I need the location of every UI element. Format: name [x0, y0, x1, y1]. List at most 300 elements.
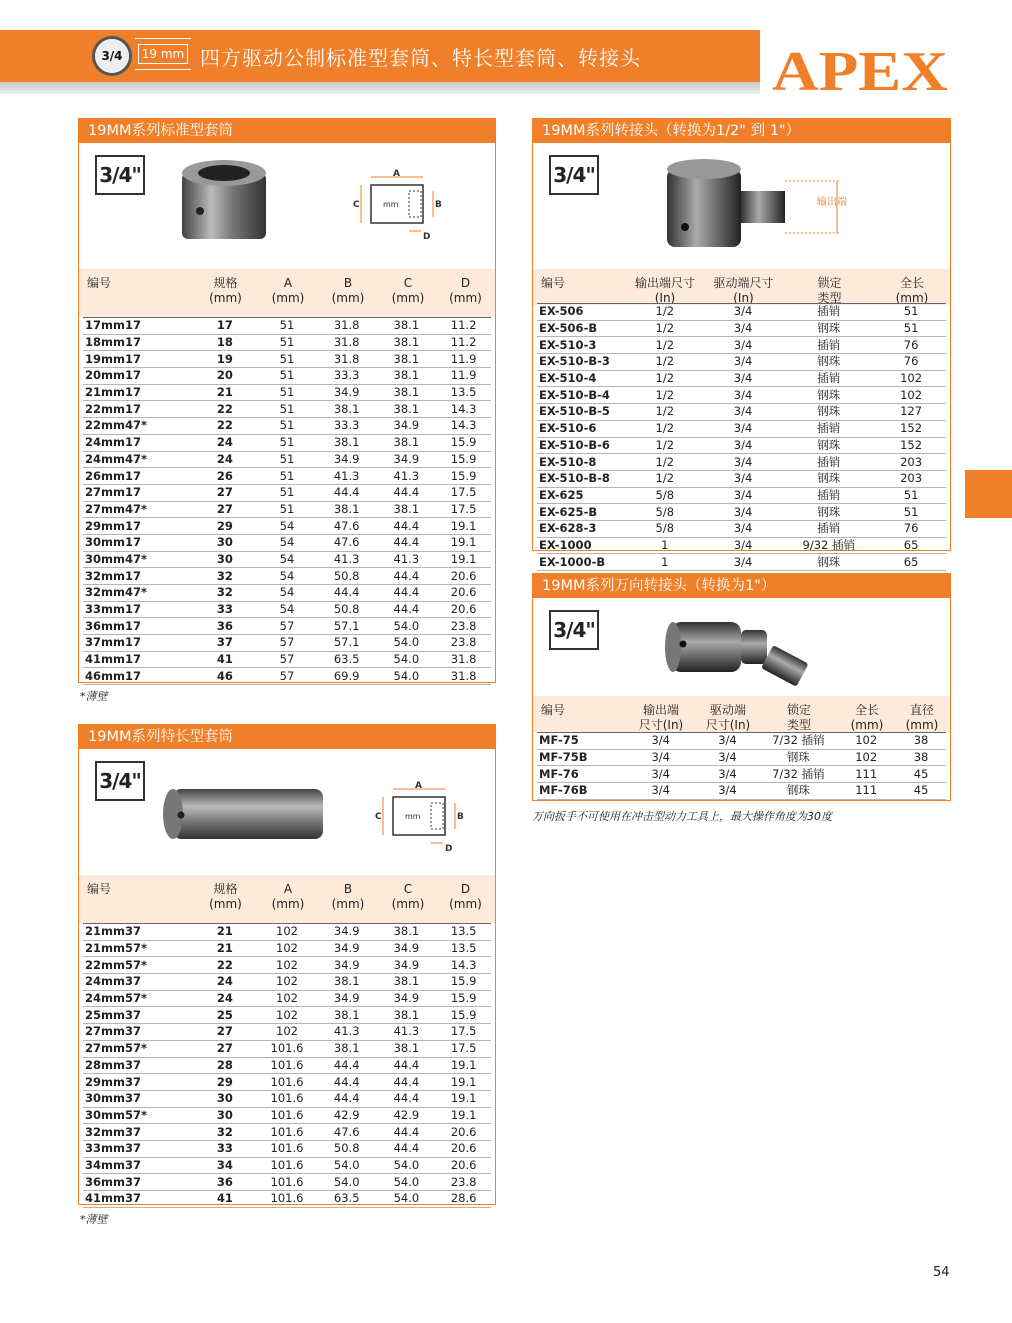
- value-cell: 101.6: [257, 1157, 317, 1174]
- part-number-cell: 24mm47*: [83, 451, 193, 468]
- value-cell: 34.9: [377, 957, 437, 974]
- value-cell: 54: [257, 568, 317, 585]
- value-cell: 51: [257, 451, 317, 468]
- value-cell: 102: [836, 733, 896, 750]
- part-number-cell: 17mm17: [83, 318, 193, 335]
- column-header: D (mm): [449, 882, 482, 911]
- value-cell: 102: [257, 974, 317, 991]
- value-cell: 插销: [781, 520, 876, 537]
- value-cell: 钢珠: [760, 783, 836, 800]
- value-cell: 38.1: [377, 351, 437, 368]
- value-cell: 24: [193, 990, 258, 1007]
- value-cell: 63.5: [317, 1191, 377, 1208]
- part-number-cell: EX-510-B-6: [537, 437, 625, 454]
- column-header: C (mm): [391, 882, 425, 911]
- column-header: C (mm): [391, 276, 425, 305]
- value-cell: 54.0: [317, 1174, 377, 1191]
- value-cell: 31.8: [317, 334, 377, 351]
- value-cell: 19.1: [436, 518, 491, 535]
- dimension-diagram: [349, 169, 449, 241]
- column-header: 编号: [541, 703, 566, 717]
- thin-wall-note: *薄壁: [80, 1213, 108, 1226]
- value-cell: 38.1: [317, 501, 377, 518]
- value-cell: 15.9: [436, 990, 491, 1007]
- value-cell: 44.4: [317, 1090, 377, 1107]
- value-cell: 47.6: [317, 1124, 377, 1141]
- svg-text:A: A: [415, 781, 422, 791]
- table-row: [83, 401, 491, 418]
- value-cell: 插销: [781, 420, 876, 437]
- value-cell: 57: [257, 635, 317, 652]
- dimension-diagram: [371, 781, 471, 853]
- value-cell: 38.1: [377, 334, 437, 351]
- value-cell: 33: [193, 601, 258, 618]
- value-cell: 101.6: [257, 1057, 317, 1074]
- value-cell: 17.5: [436, 1040, 491, 1057]
- part-number-cell: EX-510-B-4: [537, 387, 625, 404]
- part-number-cell: 34mm37: [83, 1157, 193, 1174]
- value-cell: 41.3: [317, 551, 377, 568]
- standard-socket-table: [83, 317, 491, 685]
- value-cell: 23.8: [436, 618, 491, 635]
- table-row: [83, 990, 491, 1007]
- table-row: [537, 783, 946, 800]
- table-row: [83, 368, 491, 385]
- part-number-cell: EX-1000: [537, 537, 625, 554]
- value-cell: 3/4: [705, 354, 782, 371]
- table-row: [83, 1007, 491, 1024]
- part-number-cell: 20mm17: [83, 368, 193, 385]
- value-cell: 54.0: [377, 1174, 437, 1191]
- value-cell: 41.3: [377, 1024, 437, 1041]
- value-cell: 20.6: [436, 1157, 491, 1174]
- extra-long-socket-table: [83, 923, 491, 1208]
- value-cell: 28.6: [436, 1191, 491, 1208]
- column-header: 全长 (mm): [895, 276, 929, 305]
- value-cell: 22: [193, 401, 258, 418]
- value-cell: 51: [876, 487, 946, 504]
- value-cell: 30: [193, 1107, 258, 1124]
- value-cell: 3/4: [627, 783, 695, 800]
- value-cell: 3/4: [705, 520, 782, 537]
- value-cell: 38: [896, 749, 946, 766]
- value-cell: 13.5: [436, 940, 491, 957]
- column-header: 驱动端尺寸 (In): [713, 276, 774, 305]
- svg-text:mm: mm: [383, 200, 399, 209]
- value-cell: 17.5: [436, 501, 491, 518]
- value-cell: 1/2: [625, 370, 705, 387]
- part-number-cell: 27mm57*: [83, 1040, 193, 1057]
- value-cell: 38.1: [377, 434, 437, 451]
- output-end-label: 输出端: [817, 197, 847, 208]
- drive-badge: 3/4": [549, 610, 599, 650]
- value-cell: 34.9: [377, 940, 437, 957]
- table-row: [83, 484, 491, 501]
- value-cell: 3/4: [705, 470, 782, 487]
- value-cell: 51: [257, 501, 317, 518]
- value-cell: 54.0: [377, 651, 437, 668]
- value-cell: 51: [876, 320, 946, 337]
- part-number-cell: 32mm17: [83, 568, 193, 585]
- value-cell: 36: [193, 1174, 258, 1191]
- socket-image: [174, 153, 274, 245]
- table-row: [83, 1191, 491, 1208]
- value-cell: 38: [896, 733, 946, 750]
- value-cell: 32: [193, 1124, 258, 1141]
- value-cell: 21: [193, 924, 258, 941]
- panel-title: 19MM系列万向转接头（转换为1"）: [533, 574, 950, 598]
- value-cell: 51: [257, 401, 317, 418]
- table-header: [533, 269, 950, 305]
- table-header: [533, 696, 950, 732]
- table-row: [83, 351, 491, 368]
- universal-warning-note: 万向扳手不可使用在冲击型动力工具上，最大操作角度为30度: [532, 810, 832, 823]
- section-tab: [965, 470, 1012, 518]
- value-cell: 33.3: [317, 418, 377, 435]
- value-cell: 203: [876, 454, 946, 471]
- table-row: [537, 387, 946, 404]
- value-cell: 15.9: [436, 468, 491, 485]
- value-cell: 54: [257, 534, 317, 551]
- table-row: [83, 940, 491, 957]
- part-number-cell: 37mm17: [83, 635, 193, 652]
- value-cell: 钢珠: [781, 387, 876, 404]
- column-header: 锁定 类型: [786, 703, 811, 732]
- value-cell: 27: [193, 1040, 258, 1057]
- value-cell: 15.9: [436, 974, 491, 991]
- value-cell: 18: [193, 334, 258, 351]
- value-cell: 15.9: [436, 1007, 491, 1024]
- part-number-cell: EX-510-6: [537, 420, 625, 437]
- value-cell: 38.1: [377, 401, 437, 418]
- value-cell: 152: [876, 437, 946, 454]
- column-header: 全长 (mm): [850, 703, 884, 732]
- value-cell: 101.6: [257, 1174, 317, 1191]
- column-header: B (mm): [331, 276, 365, 305]
- value-cell: 13.5: [436, 384, 491, 401]
- value-cell: 1/2: [625, 420, 705, 437]
- value-cell: 32: [193, 585, 258, 602]
- value-cell: 38.1: [377, 924, 437, 941]
- value-cell: 76: [876, 337, 946, 354]
- value-cell: 101.6: [257, 1191, 317, 1208]
- value-cell: 127: [876, 404, 946, 421]
- value-cell: 1/2: [625, 387, 705, 404]
- part-number-cell: 24mm17: [83, 434, 193, 451]
- value-cell: 38.1: [317, 434, 377, 451]
- value-cell: 1: [625, 554, 705, 571]
- table-row: [83, 1074, 491, 1091]
- value-cell: 101.6: [257, 1107, 317, 1124]
- part-number-cell: EX-510-B-3: [537, 354, 625, 371]
- value-cell: 3/4: [695, 766, 761, 783]
- value-cell: 51: [257, 384, 317, 401]
- value-cell: 15.9: [436, 451, 491, 468]
- value-cell: 29: [193, 518, 258, 535]
- value-cell: 101.6: [257, 1090, 317, 1107]
- value-cell: 3/4: [705, 320, 782, 337]
- value-cell: 1/2: [625, 404, 705, 421]
- panel-title: 19MM系列标准型套筒: [79, 119, 495, 143]
- value-cell: 54.0: [377, 618, 437, 635]
- table-row: [537, 504, 946, 521]
- value-cell: 11.9: [436, 368, 491, 385]
- value-cell: 钢珠: [760, 749, 836, 766]
- value-cell: 152: [876, 420, 946, 437]
- value-cell: 19.1: [436, 1074, 491, 1091]
- table-row: [83, 1057, 491, 1074]
- part-number-cell: 27mm37: [83, 1024, 193, 1041]
- value-cell: 38.1: [377, 1040, 437, 1057]
- value-cell: 44.4: [377, 1090, 437, 1107]
- part-number-cell: EX-625: [537, 487, 625, 504]
- value-cell: 7/32 插销: [760, 766, 836, 783]
- banner-shadow: [0, 82, 760, 94]
- value-cell: 插销: [781, 487, 876, 504]
- part-number-cell: EX-510-B-5: [537, 404, 625, 421]
- part-number-cell: EX-1000-B: [537, 554, 625, 571]
- value-cell: 34.9: [377, 990, 437, 1007]
- value-cell: 14.3: [436, 418, 491, 435]
- table-row: [83, 1174, 491, 1191]
- value-cell: 50.8: [317, 1140, 377, 1157]
- table-row: [537, 520, 946, 537]
- value-cell: 44.4: [377, 1057, 437, 1074]
- value-cell: 45: [896, 783, 946, 800]
- column-header: 锁定 类型: [817, 276, 842, 305]
- value-cell: 23.8: [436, 635, 491, 652]
- column-header: B (mm): [331, 882, 365, 911]
- value-cell: 3/4: [705, 404, 782, 421]
- part-number-cell: 28mm37: [83, 1057, 193, 1074]
- table-row: [83, 501, 491, 518]
- value-cell: 44.4: [377, 601, 437, 618]
- table-row: [83, 1140, 491, 1157]
- table-row: [537, 320, 946, 337]
- part-number-cell: 21mm57*: [83, 940, 193, 957]
- svg-text:A: A: [393, 169, 400, 179]
- value-cell: 3/4: [627, 749, 695, 766]
- value-cell: 37: [193, 635, 258, 652]
- part-number-cell: 33mm37: [83, 1140, 193, 1157]
- universal-joint-panel: [532, 573, 951, 801]
- value-cell: 3/4: [705, 387, 782, 404]
- value-cell: 101.6: [257, 1040, 317, 1057]
- value-cell: 22: [193, 418, 258, 435]
- table-row: [537, 454, 946, 471]
- value-cell: 29: [193, 1074, 258, 1091]
- part-number-cell: 29mm37: [83, 1074, 193, 1091]
- value-cell: 钢珠: [781, 504, 876, 521]
- value-cell: 34.9: [377, 451, 437, 468]
- value-cell: 36: [193, 618, 258, 635]
- value-cell: 51: [876, 504, 946, 521]
- value-cell: 3/4: [627, 733, 695, 750]
- svg-text:D: D: [445, 844, 453, 853]
- value-cell: 65: [876, 537, 946, 554]
- value-cell: 24: [193, 451, 258, 468]
- part-number-cell: EX-506: [537, 304, 625, 321]
- value-cell: 41.3: [377, 468, 437, 485]
- value-cell: 44.4: [377, 484, 437, 501]
- value-cell: 41.3: [317, 1024, 377, 1041]
- value-cell: 21: [193, 384, 258, 401]
- value-cell: 50.8: [317, 568, 377, 585]
- value-cell: 34.9: [317, 990, 377, 1007]
- table-row: [537, 766, 946, 783]
- table-row: [537, 487, 946, 504]
- value-cell: 13.5: [436, 924, 491, 941]
- part-number-cell: EX-510-8: [537, 454, 625, 471]
- table-row: [83, 668, 491, 685]
- value-cell: 102: [257, 1007, 317, 1024]
- value-cell: 17.5: [436, 484, 491, 501]
- value-cell: 54.0: [377, 1157, 437, 1174]
- part-number-cell: 26mm17: [83, 468, 193, 485]
- value-cell: 54: [257, 601, 317, 618]
- value-cell: 22: [193, 957, 258, 974]
- table-row: [537, 554, 946, 571]
- table-row: [537, 437, 946, 454]
- value-cell: 38.1: [377, 368, 437, 385]
- table-row: [83, 1040, 491, 1057]
- value-cell: 31.8: [317, 351, 377, 368]
- part-number-cell: 30mm57*: [83, 1107, 193, 1124]
- value-cell: 31.8: [436, 668, 491, 685]
- value-cell: 3/4: [695, 733, 761, 750]
- part-number-cell: 41mm17: [83, 651, 193, 668]
- table-row: [83, 635, 491, 652]
- value-cell: 钢珠: [781, 437, 876, 454]
- value-cell: 3/4: [705, 370, 782, 387]
- value-cell: 38.1: [377, 501, 437, 518]
- part-number-cell: 25mm37: [83, 1007, 193, 1024]
- value-cell: 51: [257, 418, 317, 435]
- value-cell: 20: [193, 368, 258, 385]
- part-number-cell: 32mm47*: [83, 585, 193, 602]
- value-cell: 69.9: [317, 668, 377, 685]
- table-row: [83, 384, 491, 401]
- value-cell: 25: [193, 1007, 258, 1024]
- table-row: [83, 468, 491, 485]
- value-cell: 57: [257, 668, 317, 685]
- value-cell: 5/8: [625, 504, 705, 521]
- column-header: 直径 (mm): [905, 703, 939, 732]
- drive-badge: 3/4": [549, 155, 599, 195]
- value-cell: 3/4: [627, 766, 695, 783]
- value-cell: 38.1: [377, 1007, 437, 1024]
- value-cell: 47.6: [317, 518, 377, 535]
- table-row: [83, 518, 491, 535]
- value-cell: 54: [257, 551, 317, 568]
- table-row: [537, 370, 946, 387]
- value-cell: 14.3: [436, 401, 491, 418]
- value-cell: 钢珠: [781, 554, 876, 571]
- value-cell: 20.6: [436, 585, 491, 602]
- column-header: 输出端 尺寸(In): [638, 703, 684, 732]
- value-cell: 19.1: [436, 1090, 491, 1107]
- table-row: [537, 420, 946, 437]
- value-cell: 7/32 插销: [760, 733, 836, 750]
- drive-badge: 3/4": [95, 155, 145, 195]
- value-cell: 1: [625, 537, 705, 554]
- value-cell: 17.5: [436, 1024, 491, 1041]
- svg-text:C: C: [375, 812, 382, 822]
- part-number-cell: EX-628-3: [537, 520, 625, 537]
- value-cell: 1/2: [625, 337, 705, 354]
- value-cell: 20.6: [436, 1140, 491, 1157]
- table-row: [83, 1090, 491, 1107]
- value-cell: 11.9: [436, 351, 491, 368]
- svg-text:D: D: [423, 232, 431, 241]
- value-cell: 42.9: [377, 1107, 437, 1124]
- value-cell: 38.1: [377, 384, 437, 401]
- value-cell: 34.9: [317, 451, 377, 468]
- value-cell: 11.2: [436, 318, 491, 335]
- drive-size-badge: 3/4: [92, 36, 132, 76]
- value-cell: 钢珠: [781, 470, 876, 487]
- value-cell: 44.4: [317, 585, 377, 602]
- value-cell: 31.8: [317, 318, 377, 335]
- value-cell: 38.1: [377, 318, 437, 335]
- table-row: [83, 1124, 491, 1141]
- svg-text:C: C: [353, 200, 360, 210]
- table-row: [83, 451, 491, 468]
- value-cell: 33: [193, 1140, 258, 1157]
- part-number-cell: 19mm17: [83, 351, 193, 368]
- value-cell: 111: [836, 766, 896, 783]
- table-header: [79, 269, 495, 317]
- extra-long-socket-panel: [78, 724, 496, 1205]
- apex-logo: [770, 30, 955, 96]
- value-cell: 3/4: [705, 554, 782, 571]
- value-cell: 19.1: [436, 551, 491, 568]
- value-cell: 20.6: [436, 601, 491, 618]
- value-cell: 钢珠: [781, 354, 876, 371]
- value-cell: 44.4: [377, 1074, 437, 1091]
- part-number-cell: 22mm17: [83, 401, 193, 418]
- value-cell: 33.3: [317, 368, 377, 385]
- drive-badge: 3/4": [95, 761, 145, 801]
- value-cell: 203: [876, 470, 946, 487]
- value-cell: 17: [193, 318, 258, 335]
- value-cell: 57.1: [317, 618, 377, 635]
- table-row: [83, 334, 491, 351]
- value-cell: 38.1: [377, 974, 437, 991]
- part-number-cell: 18mm17: [83, 334, 193, 351]
- value-cell: 23.8: [436, 1174, 491, 1191]
- part-number-cell: 27mm47*: [83, 501, 193, 518]
- value-cell: 3/4: [695, 749, 761, 766]
- part-number-cell: 21mm37: [83, 924, 193, 941]
- svg-text:B: B: [457, 812, 464, 822]
- value-cell: 钢珠: [781, 404, 876, 421]
- table-row: [83, 957, 491, 974]
- value-cell: 38.1: [317, 401, 377, 418]
- value-cell: 1/2: [625, 320, 705, 337]
- value-cell: 102: [257, 990, 317, 1007]
- part-number-cell: MF-76: [537, 766, 627, 783]
- value-cell: 102: [876, 387, 946, 404]
- value-cell: 41.3: [317, 468, 377, 485]
- value-cell: 63.5: [317, 651, 377, 668]
- value-cell: 54.0: [317, 1157, 377, 1174]
- value-cell: 32: [193, 568, 258, 585]
- value-cell: 41: [193, 1191, 258, 1208]
- part-number-cell: EX-510-3: [537, 337, 625, 354]
- part-number-cell: 24mm37: [83, 974, 193, 991]
- value-cell: 30: [193, 534, 258, 551]
